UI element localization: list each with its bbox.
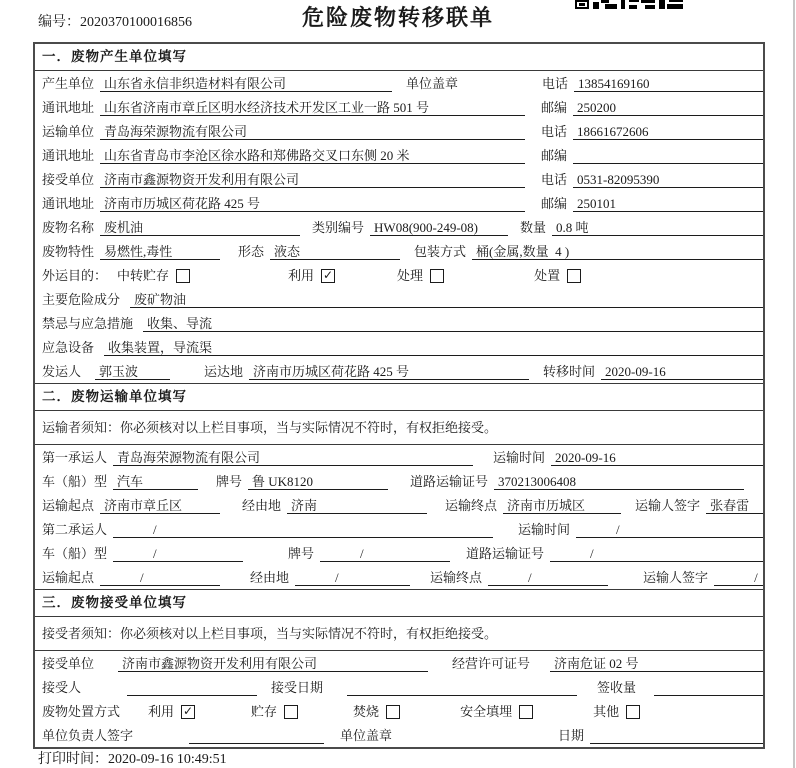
field-label: 单位盖章 — [406, 76, 459, 91]
checkbox-checked — [288, 267, 335, 284]
checkbox-icon: ✓ — [323, 267, 334, 282]
field-value: 废矿物油 — [130, 291, 763, 308]
field-label: 单位盖章 — [340, 728, 393, 743]
field-label: 接受人 — [42, 680, 82, 695]
form-row — [35, 239, 763, 263]
field-label: 道路运输证号 — [466, 546, 545, 561]
form-row — [35, 119, 763, 143]
document-title: 危险废物转移联单 — [301, 5, 494, 30]
field-value: 济南市历城区荷花路 425 号 — [100, 195, 525, 212]
field-value: 山东省济南市章丘区明水经济技术开发区工业一路 501 号 — [100, 99, 525, 116]
checkbox-label: 利用 — [148, 704, 175, 719]
section-1 — [35, 44, 763, 383]
form-row — [35, 263, 763, 287]
checkbox-checked — [148, 703, 195, 720]
field-label: 运输终点 — [430, 570, 483, 585]
field-label: 车（船）型 — [42, 474, 108, 489]
field-value: 山东省青岛市李沧区徐水路和郑佛路交叉口东侧 20 米 — [100, 147, 525, 164]
field-label: 应急设备 — [42, 340, 95, 355]
field-label: 牌号 — [288, 546, 315, 561]
qr-code-icon — [575, 0, 683, 9]
field-value: 370213006408 — [494, 473, 744, 490]
field-label: 电话 — [542, 76, 569, 91]
checkbox-icon — [567, 269, 581, 283]
section-title: 二．废物运输单位填写 — [35, 384, 763, 411]
form-row — [35, 143, 763, 167]
form-row — [35, 469, 763, 493]
field-label: 电话 — [541, 124, 568, 139]
field-value: / — [488, 569, 608, 586]
field-label: 经由地 — [250, 570, 290, 585]
field-label: 外运目的： — [42, 268, 108, 283]
field-value: 收集、导流 — [143, 315, 763, 332]
field-value: 2020-09-16 — [601, 363, 763, 380]
field-label: 转移时间 — [543, 364, 596, 379]
checkbox-label: 中转贮存 — [117, 268, 170, 283]
field-label: 类别编号 — [312, 220, 365, 235]
field-value: 桶(金属,数量 4 ) — [472, 243, 763, 260]
field-label: 通讯地址 — [42, 196, 95, 211]
field-value: 2020-09-16 — [551, 449, 763, 466]
field-value: 废机油 — [100, 219, 300, 236]
field-value-blank — [127, 679, 257, 696]
field-value: 青岛海荣源物流有限公司 — [113, 449, 473, 466]
serial-value: 2020370100016856 — [80, 15, 192, 30]
field-value: 郭玉波 — [95, 363, 170, 380]
field-label: 废物处置方式 — [42, 704, 121, 719]
checkbox-unchecked — [353, 703, 400, 720]
field-value: 济南危证 02 号 — [550, 655, 763, 672]
field-label: 运输终点 — [445, 498, 498, 513]
checkbox-icon: ✓ — [183, 703, 194, 718]
field-label: 产生单位 — [42, 76, 95, 91]
field-label: 形态 — [238, 244, 265, 259]
field-value-blank — [654, 679, 763, 696]
field-value: / — [550, 545, 763, 562]
field-value: 18661672606 — [573, 123, 763, 140]
form-row — [35, 723, 763, 747]
field-value-blank — [573, 147, 763, 164]
field-label: 日期 — [558, 728, 585, 743]
form-row — [35, 651, 763, 675]
field-value: 收集装置，导流渠 — [104, 339, 763, 356]
field-label: 接受日期 — [271, 680, 324, 695]
checkbox-icon — [386, 705, 400, 719]
checkbox-unchecked — [117, 267, 190, 284]
field-label: 单位负责人签字 — [42, 728, 134, 743]
form-row — [35, 675, 763, 699]
checkbox-icon — [430, 269, 444, 283]
section-3 — [35, 589, 763, 747]
field-value-blank — [189, 727, 324, 744]
checkbox-icon — [176, 269, 190, 283]
field-value: 鲁 UK8120 — [248, 473, 388, 490]
spacer — [392, 743, 558, 744]
field-value: 济南市鑫源物资开发利用有限公司 — [100, 171, 525, 188]
section-notice: 运输者须知：你必须核对以上栏目事项，当与实际情况不符时，有权拒绝接受。 — [35, 411, 763, 445]
field-value: / — [320, 545, 450, 562]
field-value: 液态 — [270, 243, 400, 260]
form-box — [33, 42, 765, 749]
checkbox-label: 贮存 — [251, 704, 278, 719]
field-label: 运输时间 — [518, 522, 571, 537]
field-label: 运达地 — [204, 364, 244, 379]
checkbox-unchecked — [397, 267, 444, 284]
checkbox-icon — [284, 705, 298, 719]
field-value: HW08(900-249-08) — [370, 219, 508, 236]
form-row — [35, 71, 763, 95]
field-label: 接受单位 — [42, 172, 95, 187]
field-label: 运输人签字 — [643, 570, 709, 585]
field-label: 邮编 — [541, 196, 568, 211]
field-value: / — [576, 521, 763, 538]
section-notice: 接受者须知：你必须核对以上栏目事项，当与实际情况不符时，有权拒绝接受。 — [35, 617, 763, 651]
checkbox-label: 其他 — [593, 704, 620, 719]
checkbox-label: 处置 — [534, 268, 561, 283]
field-value: 张春雷 — [706, 497, 763, 514]
form-row — [35, 699, 763, 723]
checkbox-label: 焚烧 — [353, 704, 380, 719]
field-label: 包装方式 — [414, 244, 467, 259]
field-value: 汽车 — [113, 473, 198, 490]
form-row — [35, 191, 763, 215]
section-2 — [35, 383, 763, 589]
form-row — [35, 445, 763, 469]
field-label: 经营许可证号 — [452, 656, 531, 671]
field-label: 签收量 — [597, 680, 637, 695]
field-label: 经由地 — [242, 498, 282, 513]
print-time-label: 打印时间： — [38, 752, 108, 767]
field-label: 废物特性 — [42, 244, 95, 259]
field-value: 济南市章丘区 — [100, 497, 220, 514]
checkbox-unchecked — [460, 703, 533, 720]
field-label: 道路运输证号 — [410, 474, 489, 489]
field-value: 山东省永信非织造材料有限公司 — [100, 75, 392, 92]
field-value: 250101 — [573, 195, 763, 212]
field-label: 通讯地址 — [42, 100, 95, 115]
checkbox-unchecked — [534, 267, 581, 284]
section-title: 三．废物接受单位填写 — [35, 590, 763, 617]
field-value: 济南市鑫源物资开发利用有限公司 — [118, 655, 428, 672]
checkbox-icon — [519, 705, 533, 719]
field-label: 禁忌与应急措施 — [42, 316, 134, 331]
field-value: 青岛海荣源物流有限公司 — [100, 123, 525, 140]
field-value: / — [100, 569, 220, 586]
serial-label: 编号： — [38, 15, 80, 30]
field-value: 0.8 吨 — [552, 219, 763, 236]
field-label: 发运人 — [42, 364, 82, 379]
field-label: 运输起点 — [42, 570, 95, 585]
form-row — [35, 541, 763, 565]
field-label: 运输起点 — [42, 498, 95, 513]
field-value: 13854169160 — [574, 75, 763, 92]
checkbox-icon — [626, 705, 640, 719]
field-value: / — [295, 569, 410, 586]
section-title: 一．废物产生单位填写 — [35, 44, 763, 71]
field-label: 废物名称 — [42, 220, 95, 235]
field-value-blank — [590, 727, 763, 744]
field-label: 通讯地址 — [42, 148, 95, 163]
print-time — [38, 748, 227, 768]
field-label: 主要危险成分 — [42, 292, 121, 307]
field-value: / — [113, 545, 243, 562]
field-label: 电话 — [541, 172, 568, 187]
field-label: 第一承运人 — [42, 450, 108, 465]
field-value: 易燃性,毒性 — [100, 243, 220, 260]
field-value: 济南市历城区荷花路 425 号 — [249, 363, 529, 380]
form-row — [35, 287, 763, 311]
form-row — [35, 95, 763, 119]
form-row — [35, 565, 763, 589]
checkbox-unchecked — [593, 703, 640, 720]
field-label: 邮编 — [541, 100, 568, 115]
checkbox-label: 处理 — [397, 268, 424, 283]
field-value: 250200 — [573, 99, 763, 116]
field-label: 第二承运人 — [42, 522, 108, 537]
field-label: 牌号 — [216, 474, 243, 489]
page-edge-line — [793, 0, 795, 768]
form-row — [35, 359, 763, 383]
field-label: 运输人签字 — [635, 498, 701, 513]
field-label: 运输单位 — [42, 124, 95, 139]
form-row — [35, 167, 763, 191]
document-header — [0, 0, 796, 42]
field-label: 接受单位 — [42, 656, 95, 671]
form-row — [35, 517, 763, 541]
field-value-blank — [347, 679, 577, 696]
print-time-value: 2020-09-16 10:49:51 — [108, 752, 227, 767]
form-row — [35, 335, 763, 359]
checkbox-unchecked — [251, 703, 298, 720]
field-value: / — [714, 569, 763, 586]
form-row — [35, 493, 763, 517]
form-row — [35, 311, 763, 335]
checkbox-label: 利用 — [288, 268, 315, 283]
field-value: 济南 — [287, 497, 427, 514]
form-row — [35, 215, 763, 239]
field-label: 邮编 — [541, 148, 568, 163]
field-label: 运输时间 — [493, 450, 546, 465]
checkbox-label: 安全填埋 — [460, 704, 513, 719]
field-value: 0531-82095390 — [573, 171, 763, 188]
field-label: 车（船）型 — [42, 546, 108, 561]
field-value: 济南市历城区 — [503, 497, 621, 514]
field-value: / — [113, 521, 493, 538]
field-label: 数量 — [520, 220, 547, 235]
